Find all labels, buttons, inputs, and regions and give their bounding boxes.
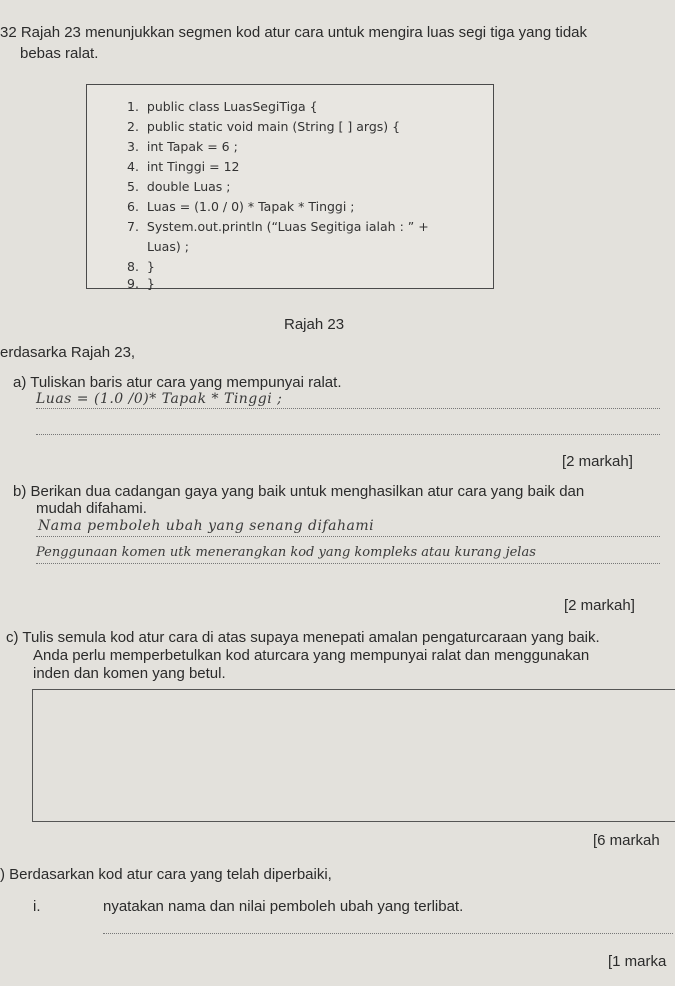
code-line-number: 2. <box>127 119 139 134</box>
question-intro-line1: 32 Rajah 23 menunjukkan segmen kod atur cara untuk mengira luas segi tiga yang tidak <box>0 24 588 41</box>
code-line-text: } <box>146 259 155 274</box>
code-line-number: 9. <box>127 276 139 291</box>
part-c-question-line1: c) Tulis semula kod atur cara di atas supaya menepati amalan pengaturcaraan yang baik. <box>6 629 600 646</box>
code-line-number: 4. <box>127 159 139 174</box>
code-line-text: int Tinggi = 12 <box>146 159 240 174</box>
part-d-sub-i-text: nyatakan nama dan nilai pemboleh ubah yang terlibat. <box>103 898 464 915</box>
code-line-text: Luas) ; <box>147 239 189 254</box>
code-line-text: public class LuasSegiTiga { <box>146 99 318 114</box>
code-line-text: } <box>146 276 155 291</box>
answer-line <box>103 933 673 934</box>
answer-line <box>36 563 660 564</box>
part-d-question: ) Berdasarkan kod atur cara yang telah diperbaiki, <box>0 866 332 883</box>
part-c-marks: [6 markah <box>593 832 660 849</box>
part-b-marks: [2 markah] <box>564 597 635 614</box>
code-line-text: public static void main (String [ ] args) { <box>146 119 401 134</box>
code-line-number: 5. <box>127 179 139 194</box>
code-line-text: Luas = (1.0 / 0) * Tapak * Tinggi ; <box>146 199 355 214</box>
part-c-question-line3: inden dan komen yang betul. <box>33 665 226 682</box>
code-line-text: System.out.println (“Luas Segitiga ialah : ” + <box>146 219 429 234</box>
code-line-number: 8. <box>127 259 139 274</box>
part-b-question-line1: b) Berikan dua cadangan gaya yang baik untuk menghasilkan atur cara yang baik dan <box>13 483 585 500</box>
code-line-number: 1. <box>127 99 139 114</box>
code-line-number: 3. <box>127 139 139 154</box>
part-a-question: a) Tuliskan baris atur cara yang mempunyai ralat. <box>13 374 342 391</box>
code-line-number: 7. <box>127 219 139 234</box>
part-a-handwritten-answer: Luas = (1.0 /0)* Tapak * Tinggi ; <box>36 391 283 407</box>
figure-caption: Rajah 23 <box>284 316 345 333</box>
part-a-marks: [2 markah] <box>562 453 633 470</box>
question-intro-line2: bebas ralat. <box>20 45 99 62</box>
code-segment-box <box>86 84 494 289</box>
part-d-sub-i-label: i. <box>33 898 41 915</box>
part-b-handwritten-answer-2: Penggunaan komen utk menerangkan kod yang kompleks atau kurang jelas <box>36 545 536 560</box>
part-c-answer-box[interactable] <box>32 689 675 822</box>
code-line-number: 6. <box>127 199 139 214</box>
part-b-handwritten-answer-1: Nama pemboleh ubah yang senang difahami <box>38 518 375 534</box>
code-line-text: double Luas ; <box>146 179 231 194</box>
based-on-text: erdasarka Rajah 23, <box>0 344 136 361</box>
part-c-question-line2: Anda perlu memperbetulkan kod aturcara yang mempunyai ralat dan menggunakan <box>33 647 590 664</box>
part-b-question-line2: mudah difahami. <box>36 500 147 517</box>
answer-line <box>36 408 660 409</box>
answer-line <box>36 434 660 435</box>
code-line-text: int Tapak = 6 ; <box>146 139 238 154</box>
answer-line <box>36 536 660 537</box>
part-d-marks: [1 marka <box>608 953 667 970</box>
